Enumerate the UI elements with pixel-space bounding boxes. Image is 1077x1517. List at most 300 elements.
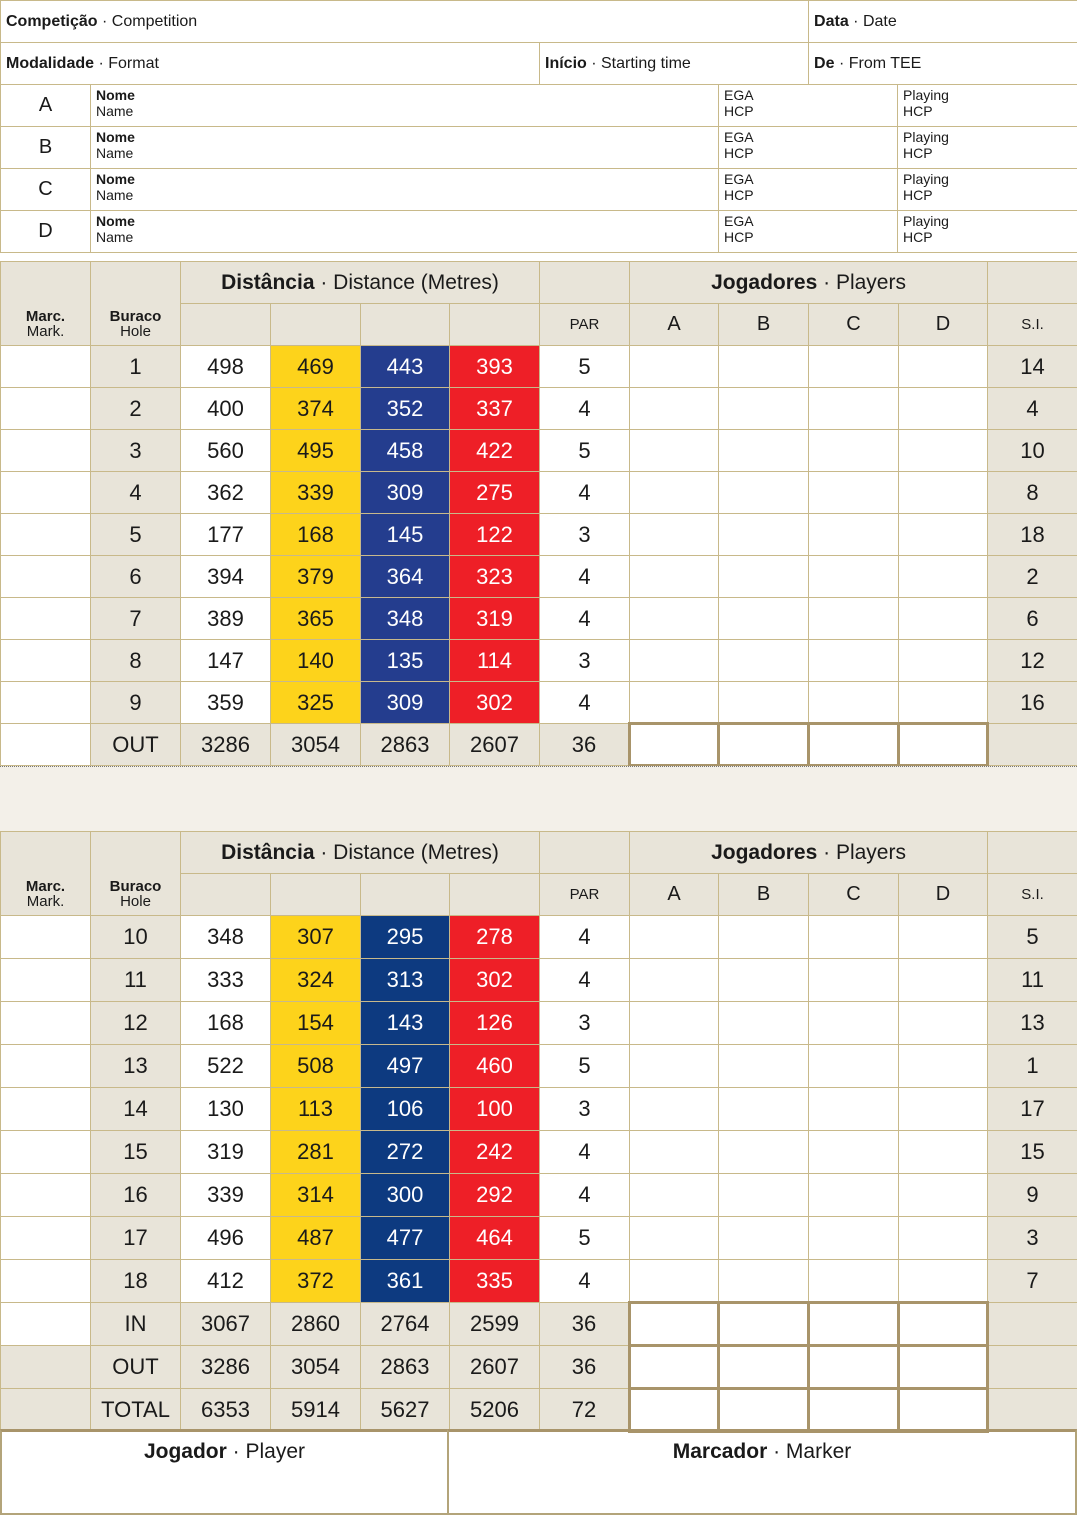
player-score-cell[interactable] — [719, 346, 809, 388]
player-score-cell[interactable] — [899, 1088, 988, 1131]
si-total-blank — [988, 1346, 1077, 1389]
hole-par: 4 — [540, 1174, 630, 1217]
start-time-field[interactable]: Início · Starting time — [540, 43, 809, 85]
stroke-index: 18 — [988, 514, 1077, 556]
player-score-cell[interactable] — [630, 640, 719, 682]
player-total-cell[interactable] — [719, 724, 809, 766]
ega-hcp-field[interactable] — [719, 169, 898, 211]
yellow-tee-distance: 113 — [271, 1088, 361, 1131]
name-label-en: Name — [96, 103, 134, 119]
name-label-pt: Nome — [96, 213, 135, 229]
player-score-cell[interactable] — [630, 1002, 719, 1045]
player-score-cell[interactable] — [630, 598, 719, 640]
player-score-cell[interactable] — [809, 1174, 899, 1217]
player-score-cell[interactable] — [630, 346, 719, 388]
player-total-cell[interactable] — [809, 1389, 899, 1432]
white-tee-distance: 498 — [181, 346, 271, 388]
red-tee-distance: 122 — [450, 514, 540, 556]
playing-hcp-field[interactable] — [898, 85, 1077, 127]
marker-total-cell[interactable] — [1, 1389, 91, 1432]
marker-score-cell[interactable] — [1, 1131, 91, 1174]
hole-par: 3 — [540, 1088, 630, 1131]
yellow-tee-distance: 365 — [271, 598, 361, 640]
player-total-cell[interactable] — [719, 1346, 809, 1389]
yellow-tee-distance: 168 — [271, 514, 361, 556]
player-score-cell[interactable] — [630, 388, 719, 430]
player-score-cell[interactable] — [899, 514, 988, 556]
red-tee-distance: 335 — [450, 1260, 540, 1303]
yellow-tee-distance: 508 — [271, 1045, 361, 1088]
hole-number: 16 — [91, 1174, 181, 1217]
player-score-cell[interactable] — [809, 1045, 899, 1088]
hole-par: 4 — [540, 1131, 630, 1174]
hole-number: 18 — [91, 1260, 181, 1303]
total-row — [1, 1303, 1077, 1346]
player-total-cell[interactable] — [899, 724, 988, 766]
hole-row — [1, 1131, 1077, 1174]
marker-score-cell[interactable] — [1, 640, 91, 682]
player-score-cell[interactable] — [630, 682, 719, 724]
playing-hcp-field[interactable] — [898, 127, 1077, 169]
player-score-cell[interactable] — [719, 959, 809, 1002]
red-tee-distance: 323 — [450, 556, 540, 598]
red-tee-distance: 422 — [450, 430, 540, 472]
player-score-cell[interactable] — [809, 388, 899, 430]
red-tee-distance: 126 — [450, 1002, 540, 1045]
par-header-blank — [540, 262, 630, 304]
player-column-header: A — [630, 304, 719, 346]
marker-score-cell[interactable] — [1, 346, 91, 388]
player-score-cell[interactable] — [899, 430, 988, 472]
player-score-cell[interactable] — [719, 1045, 809, 1088]
total-row — [1, 1346, 1077, 1389]
marker-score-cell[interactable] — [1, 556, 91, 598]
player-score-cell[interactable] — [719, 472, 809, 514]
player-score-cell[interactable] — [899, 1217, 988, 1260]
white-tee-distance: 389 — [181, 598, 271, 640]
blue-tee-distance: 443 — [361, 346, 450, 388]
header-row — [1, 832, 1077, 874]
stroke-index: 4 — [988, 388, 1077, 430]
red-tee-distance: 302 — [450, 959, 540, 1002]
marker-score-cell[interactable] — [1, 1088, 91, 1131]
player-score-cell[interactable] — [809, 916, 899, 959]
hole-column-header: Buraco Hole — [91, 262, 181, 346]
red-tee-distance: 464 — [450, 1217, 540, 1260]
player-score-cell[interactable] — [719, 1260, 809, 1303]
name-label-pt: Nome — [96, 87, 135, 103]
blue-tee-distance: 313 — [361, 959, 450, 1002]
hole-number: 9 — [91, 682, 181, 724]
date-field[interactable]: Data · Date — [809, 1, 1077, 43]
player-column-header: B — [719, 304, 809, 346]
yellow-tee-distance: 281 — [271, 1131, 361, 1174]
player-score-cell[interactable] — [719, 1088, 809, 1131]
si-header-blank — [988, 262, 1077, 304]
player-column-header: A — [630, 874, 719, 916]
si-total-blank — [988, 724, 1077, 766]
ega-hcp-label: HCP — [724, 145, 754, 161]
blue-tee-distance: 145 — [361, 514, 450, 556]
player-column-header: D — [899, 304, 988, 346]
player-total-cell[interactable] — [809, 724, 899, 766]
hole-number: 12 — [91, 1002, 181, 1045]
hole-par: 4 — [540, 682, 630, 724]
back-nine-table — [0, 831, 1077, 1433]
tee-color-header — [271, 874, 361, 916]
marker-score-cell[interactable] — [1, 1217, 91, 1260]
hole-row — [1, 1002, 1077, 1045]
player-total-cell[interactable] — [719, 1303, 809, 1346]
hole-par: 3 — [540, 514, 630, 556]
white-tee-distance: 339 — [181, 1174, 271, 1217]
blue-tee-distance: 300 — [361, 1174, 450, 1217]
blue-tee-distance: 361 — [361, 1260, 450, 1303]
yellow-tee-distance: 339 — [271, 472, 361, 514]
stroke-index: 11 — [988, 959, 1077, 1002]
player-score-cell[interactable] — [630, 472, 719, 514]
playing-hcp-field[interactable] — [898, 211, 1077, 253]
player-score-cell[interactable] — [899, 1131, 988, 1174]
ega-hcp-label: HCP — [724, 229, 754, 245]
player-letter: B — [1, 127, 91, 169]
player-score-cell[interactable] — [719, 430, 809, 472]
player-score-cell[interactable] — [719, 916, 809, 959]
distance-header: Distância · Distance (Metres) — [181, 262, 540, 304]
hole-par: 5 — [540, 430, 630, 472]
player-score-cell[interactable] — [809, 598, 899, 640]
player-score-cell[interactable] — [899, 1174, 988, 1217]
stroke-index: 8 — [988, 472, 1077, 514]
marker-score-cell[interactable] — [1, 430, 91, 472]
playing-label: Playing — [903, 171, 949, 187]
player-signature-box[interactable]: Jogador · Player — [0, 1429, 449, 1515]
player-name-field[interactable] — [91, 211, 719, 253]
red-tee-distance: 460 — [450, 1045, 540, 1088]
blue-tee-distance: 352 — [361, 388, 450, 430]
tee-field[interactable]: De · From TEE — [809, 43, 1077, 85]
stroke-index: 12 — [988, 640, 1077, 682]
player-score-cell[interactable] — [630, 1260, 719, 1303]
marker-signature-box[interactable]: Marcador · Marker — [447, 1429, 1077, 1515]
player-score-cell[interactable] — [630, 1131, 719, 1174]
name-label-en: Name — [96, 187, 134, 203]
player-score-cell[interactable] — [809, 472, 899, 514]
total-row — [1, 1389, 1077, 1432]
player-score-cell[interactable] — [809, 1002, 899, 1045]
hole-number: 6 — [91, 556, 181, 598]
marker-score-cell[interactable] — [1, 514, 91, 556]
marker-score-cell[interactable] — [1, 388, 91, 430]
hole-column-header: Buraco Hole — [91, 832, 181, 916]
player-score-cell[interactable] — [719, 1174, 809, 1217]
stroke-index: 10 — [988, 430, 1077, 472]
par-header-blank — [540, 832, 630, 874]
total-label: OUT — [91, 724, 181, 766]
total-par: 36 — [540, 1346, 630, 1389]
red-tee-distance: 114 — [450, 640, 540, 682]
player-name-field[interactable] — [91, 85, 719, 127]
player-score-cell[interactable] — [630, 556, 719, 598]
red-tee-distance: 278 — [450, 916, 540, 959]
blue-tee-distance: 364 — [361, 556, 450, 598]
ega-hcp-field[interactable] — [719, 211, 898, 253]
marker-score-cell[interactable] — [1, 1174, 91, 1217]
format-field[interactable]: Modalidade · Format — [1, 43, 540, 85]
players-header: Jogadores · Players — [630, 832, 988, 874]
total-white: 6353 — [181, 1389, 271, 1432]
player-score-cell[interactable] — [809, 346, 899, 388]
total-label: OUT — [91, 1346, 181, 1389]
tee-color-header — [450, 304, 540, 346]
players-header: Jogadores · Players — [630, 262, 988, 304]
ega-label: EGA — [724, 213, 754, 229]
player-score-cell[interactable] — [899, 640, 988, 682]
yellow-tee-distance: 325 — [271, 682, 361, 724]
blue-tee-distance: 497 — [361, 1045, 450, 1088]
competition-header — [0, 0, 1077, 253]
red-tee-distance: 319 — [450, 598, 540, 640]
player-score-cell[interactable] — [809, 682, 899, 724]
player-score-cell[interactable] — [899, 598, 988, 640]
player-score-cell[interactable] — [899, 388, 988, 430]
ega-label: EGA — [724, 129, 754, 145]
white-tee-distance: 130 — [181, 1088, 271, 1131]
player-score-cell[interactable] — [899, 1045, 988, 1088]
player-score-cell[interactable] — [809, 430, 899, 472]
hole-number: 4 — [91, 472, 181, 514]
marker-total-cell[interactable] — [1, 724, 91, 766]
player-score-cell[interactable] — [899, 472, 988, 514]
total-white: 3286 — [181, 724, 271, 766]
header-row — [1, 262, 1077, 304]
player-score-cell[interactable] — [899, 1260, 988, 1303]
playing-hcp-label: HCP — [903, 145, 933, 161]
player-score-cell[interactable] — [899, 682, 988, 724]
stroke-index: 1 — [988, 1045, 1077, 1088]
hole-row — [1, 959, 1077, 1002]
yellow-tee-distance: 469 — [271, 346, 361, 388]
hole-number: 3 — [91, 430, 181, 472]
player-score-cell[interactable] — [809, 1131, 899, 1174]
hole-par: 4 — [540, 916, 630, 959]
white-tee-distance: 168 — [181, 1002, 271, 1045]
player-score-cell[interactable] — [719, 1002, 809, 1045]
white-tee-distance: 147 — [181, 640, 271, 682]
hole-row — [1, 916, 1077, 959]
white-tee-distance: 359 — [181, 682, 271, 724]
player-score-cell[interactable] — [809, 1217, 899, 1260]
player-row — [1, 85, 1077, 127]
ega-hcp-field[interactable] — [719, 127, 898, 169]
par-header: PAR — [540, 304, 630, 346]
player-score-cell[interactable] — [630, 959, 719, 1002]
player-score-cell[interactable] — [630, 1045, 719, 1088]
hole-row — [1, 1045, 1077, 1088]
total-blue: 2863 — [361, 724, 450, 766]
player-score-cell[interactable] — [719, 598, 809, 640]
player-score-cell[interactable] — [719, 640, 809, 682]
marker-score-cell[interactable] — [1, 472, 91, 514]
total-label: TOTAL — [91, 1389, 181, 1432]
hole-row — [1, 1260, 1077, 1303]
player-letter: D — [1, 211, 91, 253]
player-score-cell[interactable] — [809, 640, 899, 682]
stroke-index: 6 — [988, 598, 1077, 640]
hole-par: 5 — [540, 346, 630, 388]
player-total-cell[interactable] — [630, 724, 719, 766]
hole-row — [1, 682, 1077, 724]
stroke-index: 16 — [988, 682, 1077, 724]
marker-score-cell[interactable] — [1, 682, 91, 724]
ega-hcp-field[interactable] — [719, 85, 898, 127]
hole-row — [1, 388, 1077, 430]
total-red: 2607 — [450, 724, 540, 766]
white-tee-distance: 400 — [181, 388, 271, 430]
hole-number: 13 — [91, 1045, 181, 1088]
player-column-header: C — [809, 874, 899, 916]
hole-row — [1, 472, 1077, 514]
hole-number: 1 — [91, 346, 181, 388]
marker-score-cell[interactable] — [1, 959, 91, 1002]
player-score-cell[interactable] — [809, 1260, 899, 1303]
blue-tee-distance: 309 — [361, 682, 450, 724]
marker-score-cell[interactable] — [1, 1002, 91, 1045]
si-total-blank — [988, 1389, 1077, 1432]
marker-score-cell[interactable] — [1, 1260, 91, 1303]
hole-row — [1, 1088, 1077, 1131]
marker-column-header: Marc. Mark. — [1, 832, 91, 916]
player-score-cell[interactable] — [899, 916, 988, 959]
player-column-header: C — [809, 304, 899, 346]
distance-header: Distância · Distance (Metres) — [181, 832, 540, 874]
tee-color-header — [181, 304, 271, 346]
white-tee-distance: 333 — [181, 959, 271, 1002]
total-blue: 5627 — [361, 1389, 450, 1432]
player-score-cell[interactable] — [899, 959, 988, 1002]
playing-hcp-label: HCP — [903, 103, 933, 119]
name-label-en: Name — [96, 145, 134, 161]
red-tee-distance: 337 — [450, 388, 540, 430]
player-score-cell[interactable] — [630, 916, 719, 959]
player-score-cell[interactable] — [719, 1217, 809, 1260]
player-score-cell[interactable] — [630, 1174, 719, 1217]
player-score-cell[interactable] — [630, 514, 719, 556]
tee-color-header — [450, 874, 540, 916]
player-total-cell[interactable] — [899, 1303, 988, 1346]
red-tee-distance: 302 — [450, 682, 540, 724]
si-header: S.I. — [988, 304, 1077, 346]
player-total-cell[interactable] — [899, 1389, 988, 1432]
tee-color-header — [181, 874, 271, 916]
si-header: S.I. — [988, 874, 1077, 916]
total-white: 3286 — [181, 1346, 271, 1389]
total-par: 72 — [540, 1389, 630, 1432]
yellow-tee-distance: 487 — [271, 1217, 361, 1260]
player-name-field[interactable] — [91, 127, 719, 169]
player-score-cell[interactable] — [809, 959, 899, 1002]
ega-hcp-label: HCP — [724, 103, 754, 119]
blue-tee-distance: 458 — [361, 430, 450, 472]
player-total-cell[interactable] — [809, 1303, 899, 1346]
player-letter: A — [1, 85, 91, 127]
total-label: IN — [91, 1303, 181, 1346]
player-score-cell[interactable] — [630, 1088, 719, 1131]
player-score-cell[interactable] — [630, 430, 719, 472]
marker-total-cell[interactable] — [1, 1303, 91, 1346]
player-score-cell[interactable] — [899, 346, 988, 388]
player-score-cell[interactable] — [719, 682, 809, 724]
red-tee-distance: 242 — [450, 1131, 540, 1174]
player-total-cell[interactable] — [630, 1303, 719, 1346]
tee-color-header — [361, 874, 450, 916]
player-total-cell[interactable] — [809, 1346, 899, 1389]
player-score-cell[interactable] — [809, 514, 899, 556]
player-score-cell[interactable] — [899, 1002, 988, 1045]
hole-par: 3 — [540, 1002, 630, 1045]
player-total-cell[interactable] — [630, 1389, 719, 1432]
section-divider — [0, 766, 1077, 831]
total-white: 3067 — [181, 1303, 271, 1346]
competition-field[interactable]: Competição · Competition — [1, 1, 809, 43]
red-tee-distance: 393 — [450, 346, 540, 388]
blue-tee-distance: 135 — [361, 640, 450, 682]
stroke-index: 2 — [988, 556, 1077, 598]
player-total-cell[interactable] — [899, 1346, 988, 1389]
hole-row — [1, 598, 1077, 640]
yellow-tee-distance: 372 — [271, 1260, 361, 1303]
player-score-cell[interactable] — [719, 514, 809, 556]
blue-tee-distance: 295 — [361, 916, 450, 959]
player-score-cell[interactable] — [719, 1131, 809, 1174]
hole-number: 14 — [91, 1088, 181, 1131]
marker-column-header: Marc. Mark. — [1, 262, 91, 346]
stroke-index: 7 — [988, 1260, 1077, 1303]
player-score-cell[interactable] — [809, 556, 899, 598]
marker-score-cell[interactable] — [1, 916, 91, 959]
player-score-cell[interactable] — [630, 1217, 719, 1260]
blue-tee-distance: 143 — [361, 1002, 450, 1045]
total-row — [1, 724, 1077, 766]
white-tee-distance: 362 — [181, 472, 271, 514]
total-yellow: 2860 — [271, 1303, 361, 1346]
player-name-field[interactable] — [91, 169, 719, 211]
yellow-tee-distance: 140 — [271, 640, 361, 682]
player-total-cell[interactable] — [719, 1389, 809, 1432]
marker-score-cell[interactable] — [1, 598, 91, 640]
player-score-cell[interactable] — [719, 556, 809, 598]
playing-hcp-field[interactable] — [898, 169, 1077, 211]
marker-total-cell[interactable] — [1, 1346, 91, 1389]
player-total-cell[interactable] — [630, 1346, 719, 1389]
hole-par: 5 — [540, 1217, 630, 1260]
hole-row — [1, 640, 1077, 682]
total-red: 2607 — [450, 1346, 540, 1389]
player-column-header: D — [899, 874, 988, 916]
marker-score-cell[interactable] — [1, 1045, 91, 1088]
red-tee-distance: 292 — [450, 1174, 540, 1217]
player-score-cell[interactable] — [809, 1088, 899, 1131]
hole-par: 3 — [540, 640, 630, 682]
hole-row — [1, 430, 1077, 472]
player-score-cell[interactable] — [899, 556, 988, 598]
hole-number: 17 — [91, 1217, 181, 1260]
playing-label: Playing — [903, 213, 949, 229]
yellow-tee-distance: 324 — [271, 959, 361, 1002]
hole-par: 4 — [540, 1260, 630, 1303]
name-label-pt: Nome — [96, 129, 135, 145]
player-score-cell[interactable] — [719, 388, 809, 430]
